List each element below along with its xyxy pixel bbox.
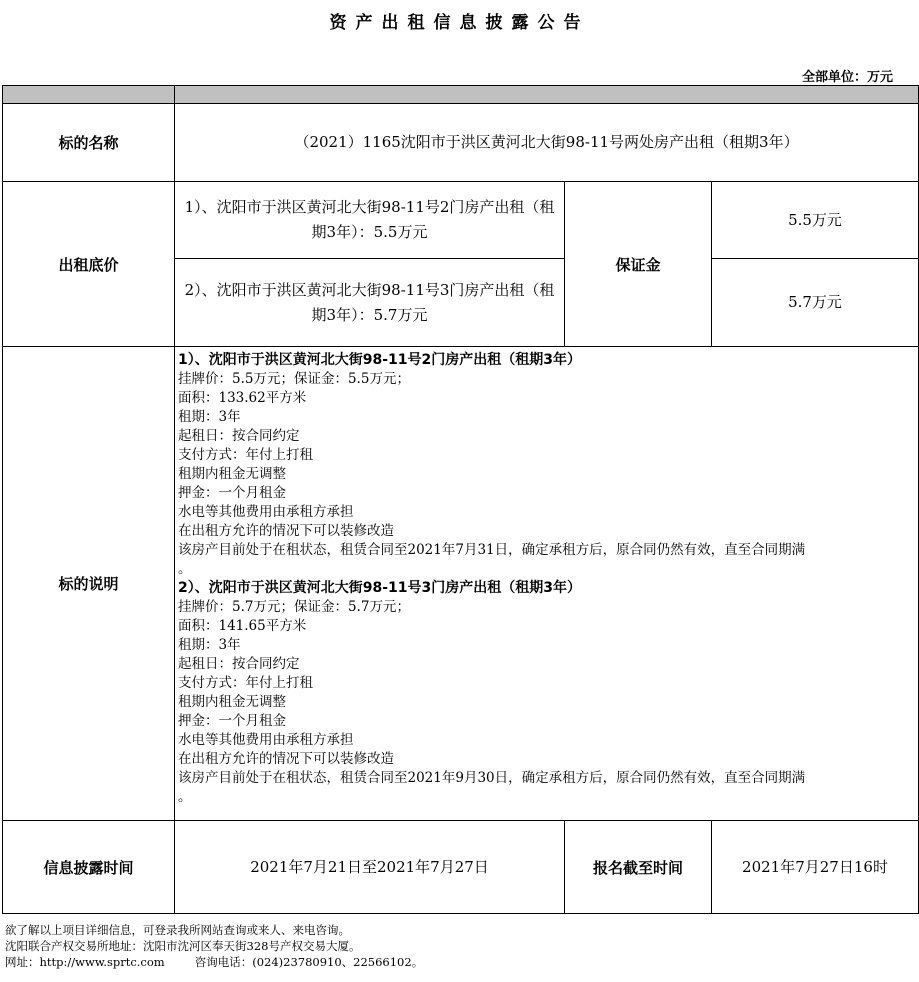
price-item-2: 2）、沈阳市于洪区黄河北大街98-11号3门房产出租（租期3年）：5.7万元	[175, 259, 565, 347]
table-row-price-1	[3, 182, 919, 259]
footer-info: 欲了解以上项目详细信息，可登录我所网站查询或来人、来电咨询。	[5, 923, 350, 937]
footer-website[interactable]: 网址：http://www.sprtc.com	[5, 955, 165, 969]
description-line: 挂牌价：5.7万元；保证金：5.7万元；	[178, 599, 410, 615]
description-label: 标的说明	[3, 347, 175, 821]
table-row-description	[3, 347, 919, 821]
page-title: 资产出租信息披露公告	[329, 13, 590, 33]
description-line: 租期内租金无调整	[178, 694, 286, 710]
description-content	[175, 347, 919, 821]
description-line: 水电等其他费用由承租方承担	[178, 504, 354, 520]
description-line: 在出租方允许的情况下可以装修改造	[178, 523, 394, 539]
table-row-name	[3, 104, 919, 182]
footer-address: 沈阳联合产权交易所地址：沈阳市沈河区奉天街328号产权交易大厦。	[5, 939, 361, 953]
description-line: 租期：3年	[178, 409, 241, 425]
description-line: 该房产目前处于在租状态，租赁合同至2021年7月31日，确定承租方后，原合同仍然有效，直至合同期满	[178, 542, 806, 558]
disclosure-time-label: 信息披露时间	[3, 821, 175, 914]
header-cell-left	[3, 86, 175, 104]
description-line: 租期：3年	[178, 637, 241, 653]
deposit-value-1: 5.5万元	[712, 182, 919, 259]
description-line: 起租日：按合同约定	[178, 656, 300, 672]
footer-contact	[5, 954, 423, 970]
price-label: 出租底价	[3, 182, 175, 347]
name-value: （2021）1165沈阳市于洪区黄河北大街98-11号两处房产出租（租期3年）	[175, 104, 919, 182]
footer-phone: 咨询电话：(024)23780910、22566102。	[194, 955, 424, 969]
description-line: 该房产目前处于在租状态，租赁合同至2021年9月30日，确定承租方后，原合同仍然有效，直至合同期满	[178, 770, 806, 786]
header-cell-right	[175, 86, 919, 104]
announcement-table	[2, 85, 919, 914]
description-line: 租期内租金无调整	[178, 466, 286, 482]
deadline-value: 2021年7月27日16时	[712, 821, 919, 914]
description-item-2	[178, 579, 915, 807]
disclosure-time-value: 2021年7月21日至2021年7月27日	[175, 821, 565, 914]
description-line: 支付方式：年付上打租	[178, 447, 313, 463]
table-header-bar	[3, 86, 919, 104]
description-line: 挂牌价：5.5万元；保证金：5.5万元；	[178, 371, 410, 387]
description-line: 在出租方允许的情况下可以装修改造	[178, 751, 394, 767]
description-heading: 1）、沈阳市于洪区黄河北大街98-11号2门房产出租（租期3年）	[178, 352, 581, 368]
unit-label: 全部单位：万元	[801, 70, 893, 85]
table-row-time	[3, 821, 919, 914]
description-item-1	[178, 351, 915, 579]
deposit-value-2: 5.7万元	[712, 259, 919, 347]
deadline-label: 报名截至时间	[565, 821, 712, 914]
description-line: 。	[178, 561, 192, 577]
description-line: 面积：133.62平方米	[178, 390, 307, 406]
description-line: 水电等其他费用由承租方承担	[178, 732, 354, 748]
footer	[5, 922, 423, 970]
description-line: 。	[178, 789, 192, 805]
description-line: 押金：一个月租金	[178, 485, 286, 501]
description-line: 起租日：按合同约定	[178, 428, 300, 444]
description-line: 支付方式：年付上打租	[178, 675, 313, 691]
price-item-1: 1）、沈阳市于洪区黄河北大街98-11号2门房产出租（租期3年）：5.5万元	[175, 182, 565, 259]
description-line: 面积：141.65平方米	[178, 618, 307, 634]
name-label: 标的名称	[3, 104, 175, 182]
description-line: 押金：一个月租金	[178, 713, 286, 729]
deposit-label: 保证金	[565, 182, 712, 347]
description-heading: 2）、沈阳市于洪区黄河北大街98-11号3门房产出租（租期3年）	[178, 580, 581, 596]
